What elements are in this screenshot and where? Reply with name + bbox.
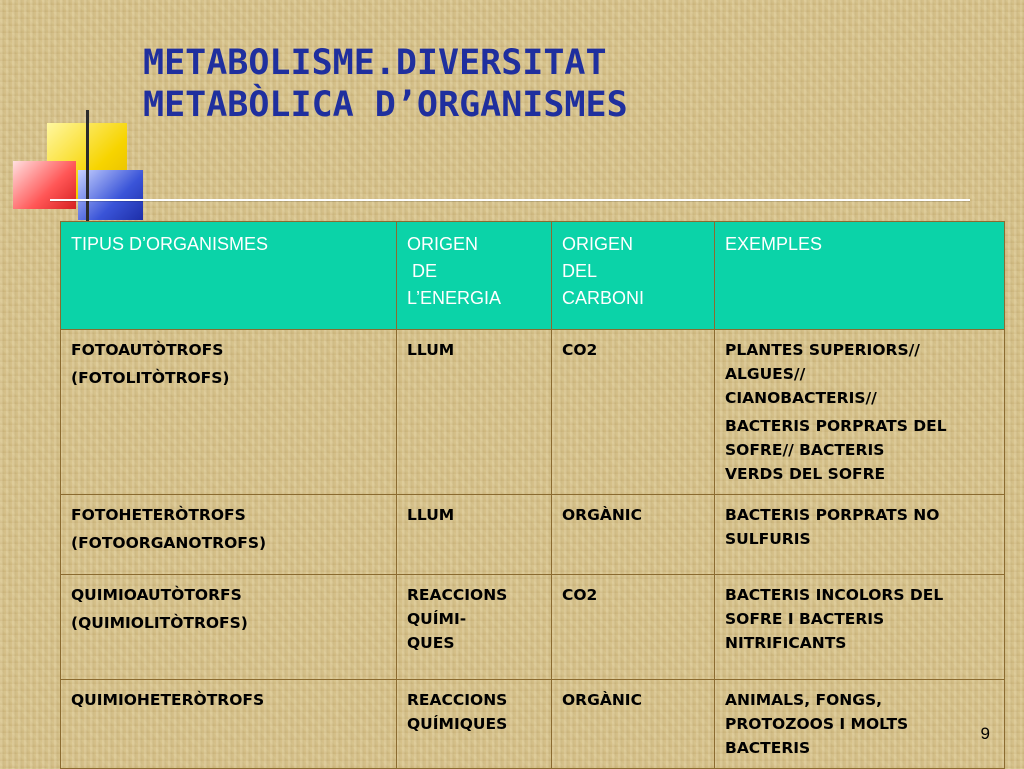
cell-text: REACCIONS [407,586,508,604]
header-text: ORIGEN [407,234,479,254]
header-text: CARBONI [562,288,645,308]
cell-exemples [715,680,1005,769]
cell-text: QUIMIOHETERÒTROFS [71,691,265,709]
decor-red-square [13,161,76,209]
cell-energia [397,575,552,680]
cell-text: FOTOHETERÒTROFS [71,506,246,524]
cell-text: (FOTOORGANOTROFS) [71,534,267,552]
cell-text: CO2 [562,586,598,604]
cell-text: VERDS DEL SOFRE [725,465,886,483]
organisms-table [60,221,1005,769]
cell-tipus [61,575,397,680]
header-text: TIPUS D’ORGANISMES [71,234,269,254]
cell-text: ALGUES// [725,365,806,383]
cell-text: SOFRE// BACTERIS [725,441,885,459]
cell-energia [397,330,552,495]
cell-text: (FOTOLITÒTROFS) [71,369,230,387]
cell-text: ORGÀNIC [562,506,642,524]
cell-carboni [552,575,715,680]
cell-exemples [715,495,1005,575]
cell-text: QUES [407,634,455,652]
cell-carboni [552,680,715,769]
table-row [61,495,1005,575]
cell-text: BACTERIS PORPRATS NO [725,506,940,524]
cell-carboni [552,330,715,495]
cell-text: QUIMIOAUTÒTORFS [71,586,242,604]
cell-text: FOTOAUTÒTROFS [71,341,224,359]
cell-text: LLUM [407,341,455,359]
cell-text: BACTERIS PORPRATS DEL [725,417,947,435]
header-text: DE [412,261,438,281]
table-row [61,680,1005,769]
cell-text: PLANTES SUPERIORS// [725,341,920,359]
header-tipus [61,222,397,330]
table-row [61,575,1005,680]
header-text: EXEMPLES [725,234,823,254]
cell-text: BACTERIS INCOLORS DEL [725,586,944,604]
cell-text: SULFURIS [725,530,811,548]
cell-text: ORGÀNIC [562,691,642,709]
slide-title [143,42,1003,126]
decor-vertical-line [86,110,89,225]
cell-text: QUÍMI- [407,610,467,628]
cell-text: CO2 [562,341,598,359]
cell-tipus [61,495,397,575]
cell-energia [397,495,552,575]
cell-energia [397,680,552,769]
slide-title-line-2: METABÒLICA D’ORGANISMES [143,85,628,125]
cell-text: BACTERIS [725,739,811,757]
cell-text: ANIMALS, FONGS, [725,691,882,709]
header-origen-energia [397,222,552,330]
table-row [61,330,1005,495]
cell-text: SOFRE I BACTERIS [725,610,885,628]
header-text: ORIGEN [562,234,634,254]
cell-text: REACCIONS [407,691,508,709]
cell-tipus [61,680,397,769]
cell-carboni [552,495,715,575]
cell-exemples [715,330,1005,495]
header-text: L’ENERGIA [407,288,502,308]
cell-text: NITRIFICANTS [725,634,847,652]
cell-text: QUÍMIQUES [407,715,508,733]
page-number: 9 [980,724,990,743]
cell-text: PROTOZOOS I MOLTS [725,715,909,733]
table-header-row [61,222,1005,330]
cell-exemples [715,575,1005,680]
header-origen-carboni [552,222,715,330]
slide-title-line-1: METABOLISME.DIVERSITAT [143,43,607,83]
cell-tipus [61,330,397,495]
decor-horizontal-line [50,199,970,201]
cell-text: LLUM [407,506,455,524]
header-exemples [715,222,1005,330]
cell-text: CIANOBACTERIS// [725,389,877,407]
header-text: DEL [562,261,598,281]
cell-text: (QUIMIOLITÒTROFS) [71,614,248,632]
